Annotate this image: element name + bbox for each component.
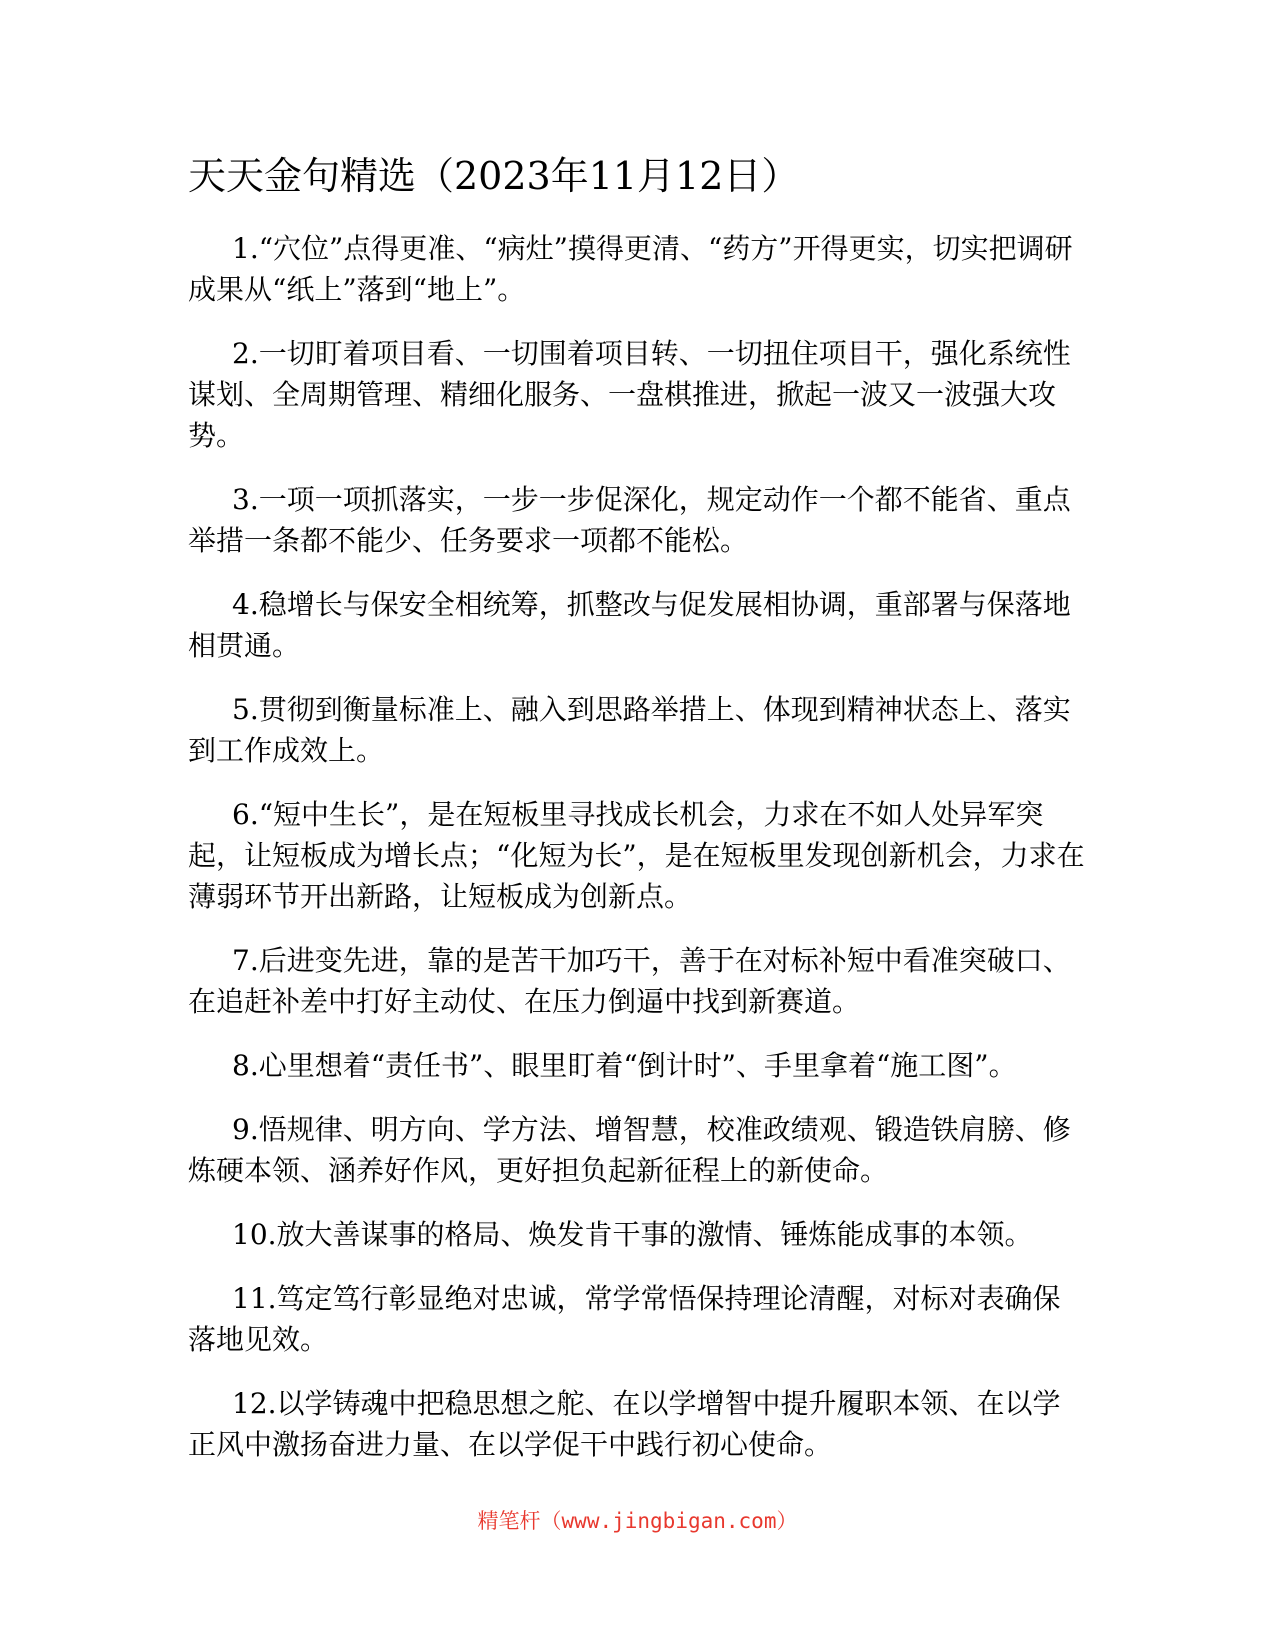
quote-paragraph-7: 7.后进变先进，靠的是苦干加巧干，善于在对标补短中看准突破口、在追赶补差中打好主动仗、在压力倒逼中找到新赛道。	[188, 944, 1071, 1018]
document-body	[188, 228, 1088, 1488]
page-footer	[0, 1506, 1275, 1536]
quote-paragraph-1: 1.“穴位”点得更准、“病灶”摸得更清、“药方”开得更实，切实把调研成果从“纸上”落到“地上”。	[188, 232, 1073, 306]
quote-paragraph-3: 3.一项一项抓落实，一步一步促深化，规定动作一个都不能省、重点举措一条都不能少、任务要求一项都不能松。	[188, 483, 1071, 557]
quote-paragraph-2: 2.一切盯着项目看、一切围着项目转、一切扭住项目干，强化系统性谋划、全周期管理、精细化服务、一盘棋推进，掀起一波又一波强大攻势。	[188, 337, 1071, 452]
quote-paragraph-8: 8.心里想着“责任书”、眼里盯着“倒计时”、手里拿着“施工图”。	[232, 1049, 1017, 1082]
quote-paragraph-4: 4.稳增长与保安全相统筹，抓整改与促发展相协调，重部署与保落地相贯通。	[188, 588, 1071, 662]
quote-paragraph-12: 12.以学铸魂中把稳思想之舵、在以学增智中提升履职本领、在以学正风中激扬奋进力量、在以学促干中践行初心使命。	[188, 1387, 1061, 1461]
quote-paragraph-10: 10.放大善谋事的格局、焕发肯干事的激情、锤炼能成事的本领。	[232, 1218, 1033, 1251]
footer-site-link[interactable]: 精笔杆（www.jingbigan.com）	[477, 1509, 798, 1533]
quote-paragraph-9: 9.悟规律、明方向、学方法、增智慧，校准政绩观、锻造铁肩膀、修炼硬本领、涵养好作风，更好担负起新征程上的新使命。	[188, 1113, 1071, 1187]
document-title: 天天金句精选（2023年11月12日）	[188, 154, 800, 198]
quote-paragraph-6: 6.“短中生长”，是在短板里寻找成长机会，力求在不如人处异军突起，让短板成为增长点；“化短为长”，是在短板里发现创新机会，力求在薄弱环节开出新路，让短板成为创新点。	[188, 798, 1085, 913]
quote-paragraph-11: 11.笃定笃行彰显绝对忠诚，常学常悟保持理论清醒，对标对表确保落地见效。	[188, 1282, 1061, 1356]
quote-paragraph-5: 5.贯彻到衡量标准上、融入到思路举措上、体现到精神状态上、落实到工作成效上。	[188, 693, 1071, 767]
